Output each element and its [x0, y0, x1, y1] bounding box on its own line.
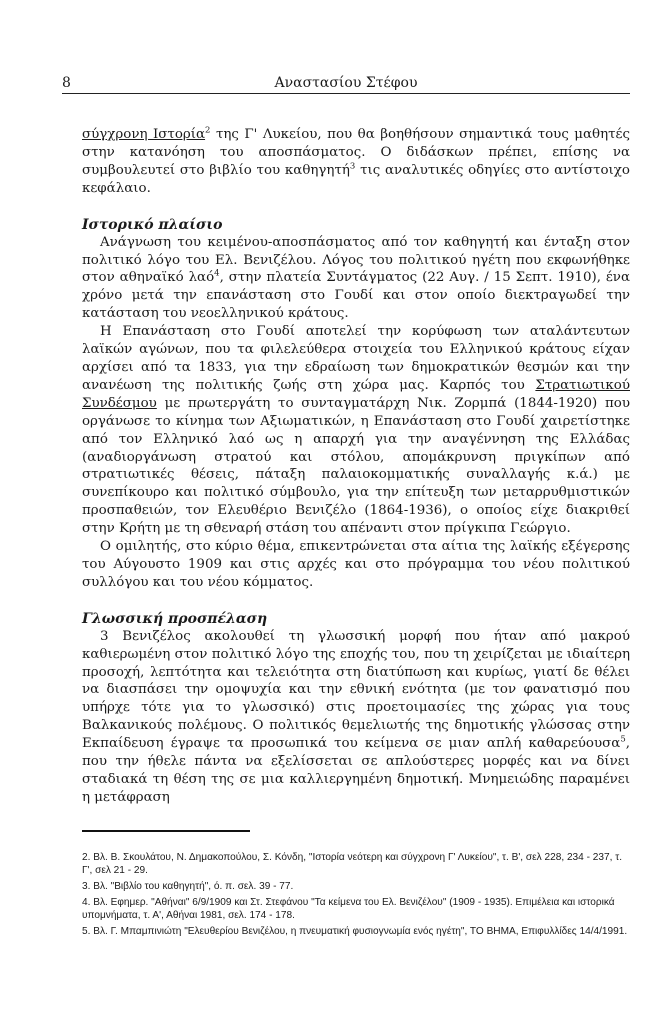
historical-underlined-term: Στρατιωτικού Συνδέσμου: [82, 377, 630, 411]
linguistic-p1-text-b: , που την ήθελε πάντα να εξελίσσεται σε απλούστερες μορφές και να δίνει σταδιακά τη θέση της σε μια καλλιεργημένη δημοτική. Μνημειώδης παραμένει η μετάφραση: [82, 736, 630, 805]
running-title: Αναστασίου Στέφου: [274, 75, 418, 91]
intro-paragraph: [82, 126, 630, 198]
footnote-5: 5. Βλ. Γ. Μπαμπινιώτη "Ελευθερίου Βενιζέλου, η πνευματική φυσιογνωμία ενός ηγέτη", ΤΟ ΒΗΜΑ, Επιφυλλίδες 14/4/1991.: [82, 926, 628, 937]
footnote-ref-5: 5: [620, 734, 626, 745]
historical-paragraph-2: [82, 323, 630, 538]
footnote-ref-2: 2: [205, 125, 211, 136]
intro-text-a: της Γ' Λυκείου, που θα βοηθήσουν σημαντικά τους μαθητές στην κατανόηση του αποσπάσματος. Ο διδάσκων πρέπει, επίσης να συμβουλευτεί στο βιβλίο του καθηγητή: [82, 127, 630, 178]
header-rule: [62, 93, 630, 94]
footnote-rule: [82, 830, 250, 832]
linguistic-paragraph-1: [82, 628, 630, 807]
footnote-3: 3. Βλ. "Βιβλίο του καθηγητή", ό. π. σελ. 39 - 77.: [82, 881, 294, 892]
historical-p2-text-b: με πρωτεργάτη το συνταγματάρχη Νικ. Ζορμπά (1844-1920) που οργάνωσε το κίνημα των Αξιωματικών, η Επανάσταση στο Γουδί χαιρετίστηκε από τον Ελληνικό λαό ως η απαρχή για την αναγέννηση της Ελλάδας (αναδιοργάνωση στρατού και στόλου, απομάκρυνση πριγκίπων από στρατιωτικές θέσεις, πάταξη παλαιοκομματικής συναλλαγής κ.ά.) με συνεπίκουρο και πολιτικό σύμβουλο, για την επίτευξη των μεταρρυθμιστικών προσπαθειών, τον Ελευθέριο Βενιζέλο (1864-1936), ο οποίος είχε διακριθεί στην Κρήτη με τη σθεναρή στάση του απέναντι στον πρίγκιπα Γεώργιο.: [82, 395, 630, 537]
footnote-ref-3: 3: [349, 161, 356, 172]
main-text: [82, 126, 630, 807]
intro-text-b: τις αναλυτικές οδηγίες στο αντίστοιχο κεφάλαιο.: [82, 162, 630, 196]
historical-p2-text-a: Η Επανάσταση στο Γουδί αποτελεί την κορύφωση των αταλάντευτων λαϊκών αγώνων, που τα φιλελεύθερα στοιχεία του Ελληνικού κράτους είχαν αρχίσει από τα 1833, για την εδραίωση των δημοκρατικών θεσμών και την ανανέωση της πολιτικής ζωής στη χώρα μας. Καρπός του: [82, 324, 630, 393]
historical-p1-text-b: , στην πλατεία Συντάγματος (22 Αυγ. / 15 Σεπτ. 1910), ένα χρόνο μετά την επανάσταση στο Γουδί και στον οποίο διεκτραγωδεί την κατάσταση του νεοελληνικού κράτους.: [82, 270, 630, 322]
footnote-2: 2. Βλ. Β. Σκουλάτου, Ν. Δημακοπούλου, Σ. Κόνδη, "Ιστορία νεότερη και σύγχρονη Γ' Λυκείου", τ. Β', σελ 228, 234 - 237, τ. Γ', σελ 21 - 29.: [82, 852, 622, 876]
historical-p1-text-a: Ανάγνωση του κειμένου-αποσπάσματος από τον καθηγητή και ένταξη στον πολιτικό λόγο του Ελ. Βενιζέλου. Λόγος του πολιτικού ηγέτη που εκφωνήθηκε στον αθηναϊκό λαό: [82, 234, 630, 286]
footnote-ref-4: 4: [214, 268, 220, 279]
page-number: 8: [62, 75, 71, 91]
section-heading-linguistic: Γλωσσική προσπέλαση: [82, 610, 268, 627]
footnote-4: 4. Βλ. Εφημερ. "Αθήναι" 6/9/1909 και Στ. Στεφάνου "Τα κείμενα του Ελ. Βενιζέλου" (1909 - 1935). Επιμέλεια και ιστορικά υπομνήματα, τ. Α', Αθήναι 1981, σελ. 174 - 178.: [82, 897, 615, 921]
historical-paragraph-1: [82, 234, 630, 324]
section-heading-historical: Ιστορικό πλαίσιο: [82, 216, 223, 233]
intro-underlined-term: σύγχρονη Ιστορία: [82, 127, 206, 142]
footnotes: [82, 851, 630, 941]
historical-paragraph-3: Ο ομιλητής, στο κύριο θέμα, επικεντρώνεται στα αίτια της λαϊκής εξέγερσης του Αύγουστο 1909 και στις αρχές και στο πρόγραμμα του νέου πολιτικού συλλόγου και του νέου κόμματος.: [82, 539, 630, 590]
linguistic-p1-text-a: 3 Βενιζέλος ακολουθεί τη γλωσσική μορφή που ήταν από μακρού καθιερωμένη στον πολιτικό λόγο της εποχής του, που τη χειρίζεται με ιδιαίτερη προσοχή, λεπτότητα και τελειότητα στη διατύπωση και κυρίως, γιατί δε θέλει να διασπάσει την ομοψυχία και την εθνική ενότητα (με τον φανατισμό που υπήρχε τότε για το γλωσσικό) στις προετοιμασίες της χώρας για τους Βαλκανικούς πολέμους. Ο πολιτικός θεμελιωτής της δημοτικής γλώσσας στην Εκπαίδευση έγραψε τα προσωπικά του κείμενα σε μιαν απλή καθαρεύουσα: [82, 628, 630, 752]
